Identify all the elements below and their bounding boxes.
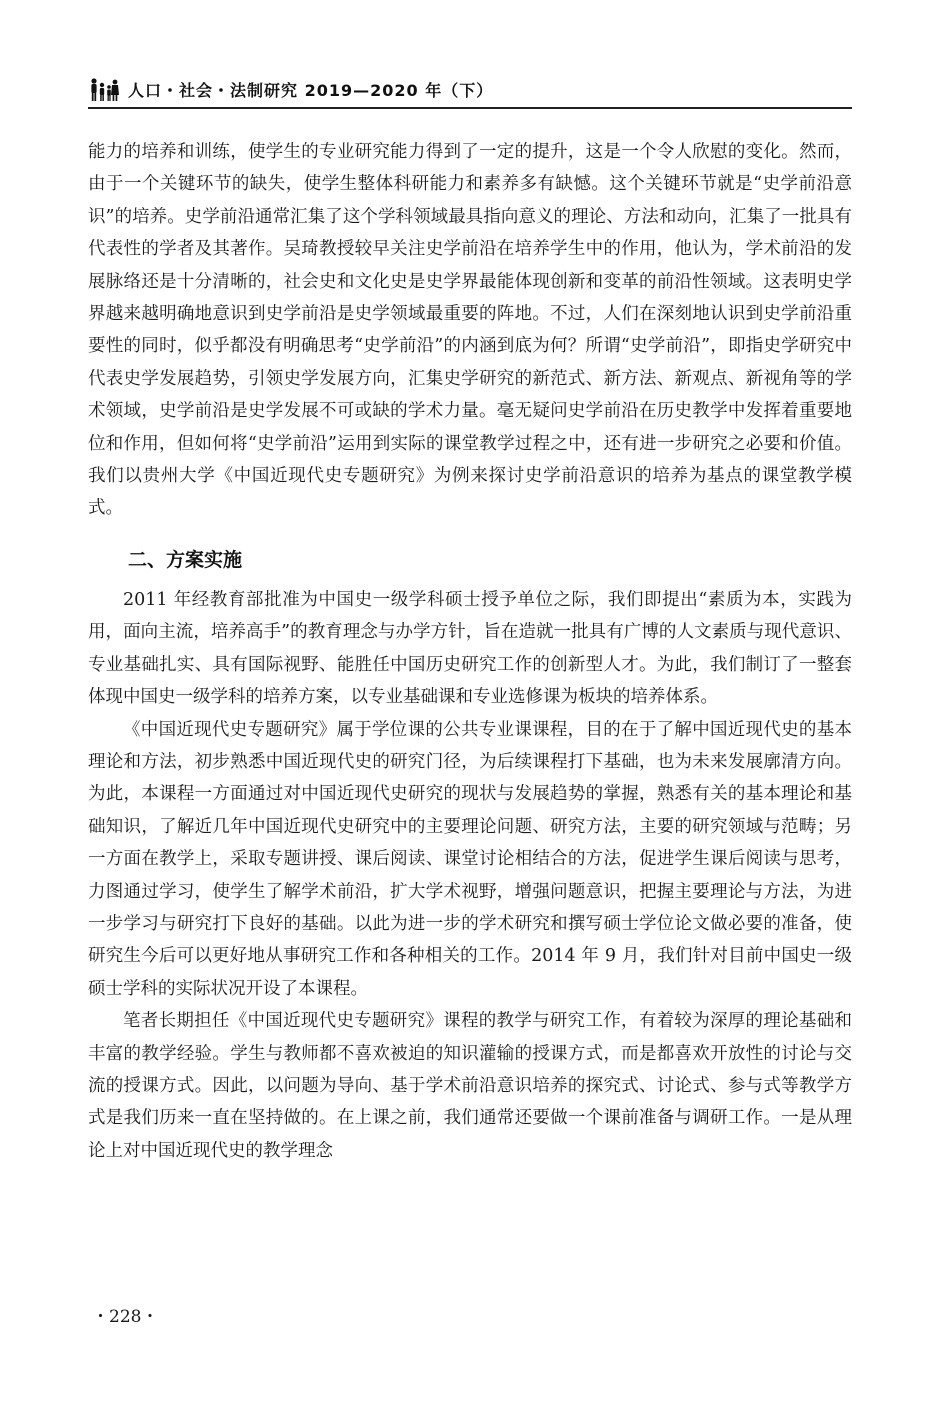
header-rule	[88, 107, 852, 109]
paragraph-1: 能力的培养和训练，使学生的专业研究能力得到了一定的提升，这是一个令人欣慰的变化。然而，由于一个关键环节的缺失，使学生整体科研能力和素养多有缺憾。这个关键环节就是“史学前沿意识”的培养。史学前沿通常汇集了这个学科领域最具指向意义的理论、方法和动向，汇集了一批具有代表性的学者及其著作。吴琦教授较早关注史学前沿在培养学生中的作用，他认为，学术前沿的发展脉络还是十分清晰的，社会史和文化史是史学界最能体现创新和变革的前沿性领域。这表明史学界越来越明确地意识到史学前沿是史学领域最重要的阵地。不过，人们在深刻地认识到史学前沿重要性的同时，似乎都没有明确思考“史学前沿”的内涵到底为何？所谓“史学前沿”，即指史学研究中代表史学发展趋势，引领史学发展方向，汇集史学研究的新范式、新方法、新观点、新视角等的学术领域，史学前沿是史学发展不可或缺的学术力量。毫无疑问史学前沿在历史教学中发挥着重要地位和作用，但如何将“史学前沿”运用到实际的课堂教学过程之中，还有进一步研究之必要和价值。我们以贵州大学《中国近现代史专题研究》为例来探讨史学前沿意识的培养为基点的课堂教学模式。	[88, 142, 852, 519]
page-number: ・228・	[92, 1307, 159, 1327]
main-text	[88, 136, 852, 1167]
paragraph-3: 《中国近现代史专题研究》属于学位课的公共专业课课程，目的在于了解中国近现代史的基本理论和方法，初步熟悉中国近现代史的研究门径，为后续课程打下基础，也为未来发展廓清方向。为此，本课程一方面通过对中国近现代史研究的现状与发展趋势的掌握，熟悉有关的基本理论和基础知识，了解近几年中国近现代史研究中的主要理论问题、研究方法，主要的研究领域与范畴；另一方面在教学上，采取专题讲授、课后阅读、课堂讨论相结合的方法，促进学生课后阅读与思考，力图通过学习，使学生了解学术前沿，扩大学术视野，增强问题意识，把握主要理论与方法，为进一步学习与研究打下良好的基础。以此为进一步的学术研究和撰写硕士学位论文做必要的准备，使研究生今后可以更好地从事研究工作和各种相关的工作。2014 年 9 月，我们针对目前中国史一级硕士学科的实际状况开设了本课程。	[88, 719, 852, 999]
section-heading: 二、方案实施	[128, 548, 243, 571]
running-header	[88, 76, 852, 104]
paragraph-4: 笔者长期担任《中国近现代史专题研究》课程的教学与研究工作，有着较为深厚的理论基础和丰富的教学经验。学生与教师都不喜欢被迫的知识灌输的授课方式，而是都喜欢开放性的讨论与交流的授课方式。因此，以问题为导向、基于学术前沿意识培养的探究式、讨论式、参与式等教学方式是我们历来一直在坚持做的。在上课之前，我们通常还要做一个课前准备与调研工作。一是从理论上对中国近现代史的教学理念	[88, 1011, 852, 1161]
journal-title: 人口・社会・法制研究 2019—2020 年（下）	[128, 81, 494, 100]
paragraph-2: 2011 年经教育部批准为中国史一级学科硕士授予单位之际，我们即提出“素质为本，实践为用，面向主流，培养高手”的教育理念与办学方针，旨在造就一批具有广博的人文素质与现代意识、专业基础扎实、具有国际视野、能胜任中国历史研究工作的创新型人才。为此，我们制订了一整套体现中国史一级学科的培养方案，以专业基础课和专业选修课为板块的培养体系。	[88, 589, 852, 708]
family-figures-icon	[88, 76, 120, 104]
